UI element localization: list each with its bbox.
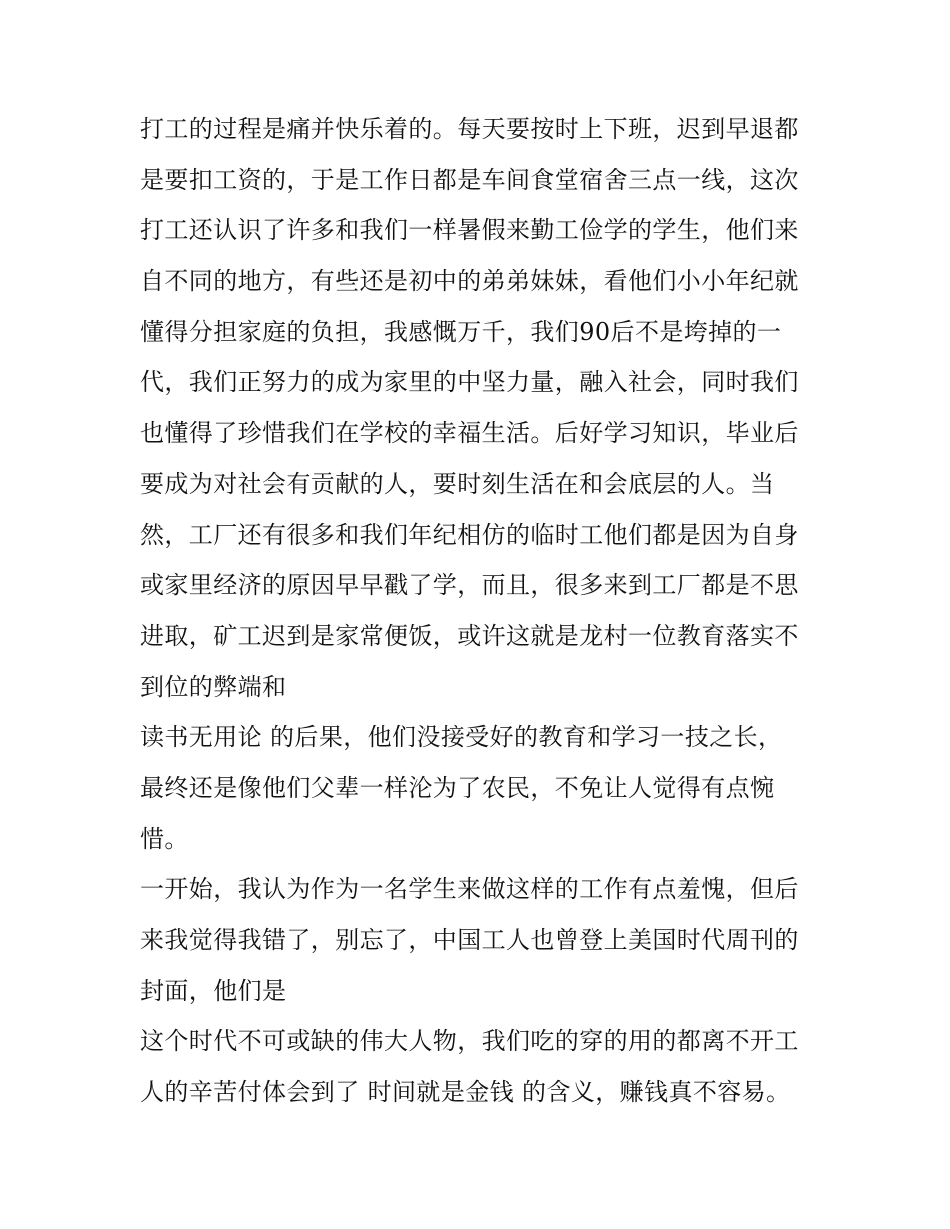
text-line: 代，我们正努力的成为家里的中坚力量，融入社会，同时我们 [140, 368, 799, 397]
text-line: 打工还认识了许多和我们一样暑假来勤工俭学的学生，他们来 [140, 216, 799, 245]
text-line: 读书无用论 的后果，他们没接受好的教育和学习一技之长， [140, 723, 783, 752]
text-line: 一开始，我认为作为一名学生来做这样的工作有点羞愧，但后 [140, 875, 799, 904]
text-line: 封面，他们是 [140, 976, 287, 1005]
text-line: 来我觉得我错了，别忘了，中国工人也曾登上美国时代周刊的 [140, 926, 799, 954]
text-line: 是要扣工资的，于是工作日都是车间食堂宿舍三点一线，这次 [140, 165, 799, 194]
text-line: 自不同的地方，有些还是初中的弟弟妹妹，看他们小小年纪就 [140, 267, 799, 296]
text-line: 或家里经济的原因早早戳了学，而且，很多来到工厂都是不思 [140, 571, 799, 600]
text-line: 也懂得了珍惜我们在学校的幸福生活。后好学习知识，毕业后 [140, 419, 799, 448]
text-line: 最终还是像他们父辈一样沦为了农民，不免让人觉得有点惋 [140, 773, 775, 802]
text-line: 然，工厂还有很多和我们年纪相仿的临时工他们都是因为自身 [140, 520, 799, 549]
text-line: 要成为对社会有贡献的人，要时刻生活在和会底层的人。当 [140, 469, 775, 498]
text-line: 这个时代不可或缺的伟大人物，我们吃的穿的用的都离不开工 [140, 1027, 799, 1056]
text-line: 进取，矿工迟到是家常便饭，或许这就是龙村一位教育落实不 [140, 621, 799, 650]
text-line: 惜。 [140, 824, 189, 853]
text-line: 人的辛苦付体会到了 时间就是金钱 的含义，赚钱真不容易。 [140, 1078, 791, 1107]
text-line: 懂得分担家庭的负担，我感慨万千，我们90后不是垮掉的一 [140, 317, 782, 346]
document-body-text [140, 104, 840, 1118]
text-line: 打工的过程是痛并快乐着的。每天要按时上下班，迟到早退都 [140, 115, 799, 143]
text-line: 到位的弊端和 [140, 672, 287, 701]
